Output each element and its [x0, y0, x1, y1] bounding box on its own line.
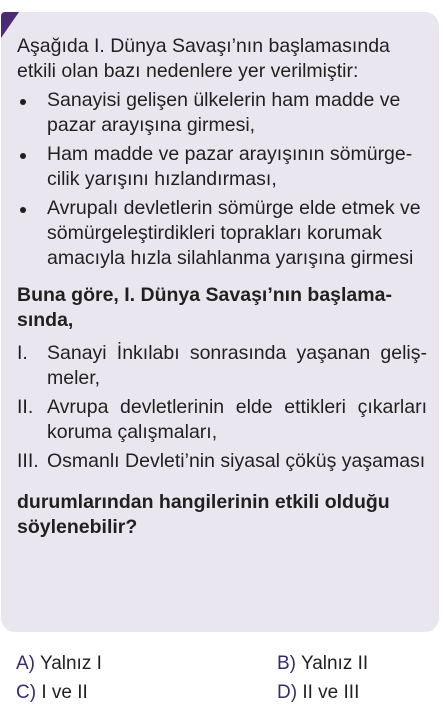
- statement-list: [17, 341, 427, 474]
- question-panel: [1, 12, 439, 632]
- bullet-icon: [20, 153, 26, 159]
- option-letter: A): [16, 653, 35, 674]
- option-a[interactable]: [16, 650, 102, 678]
- option-text: I ve II: [41, 682, 88, 703]
- statement-text: Sanayi İnkılabı sonrasında yaşanan gelişmeler,: [47, 342, 427, 389]
- option-letter: D): [277, 682, 298, 703]
- reason-item: [17, 196, 427, 271]
- reason-item: [17, 142, 427, 192]
- intro-text: Aşağıda I. Dünya Savaşı’nın başlamasında etkili olan bazı nedenlere yer verilmiştir:: [17, 35, 390, 82]
- option-letter: B): [277, 653, 296, 674]
- reason-text: Avrupalı devletlerin sömürge elde etmek ve sömürgeleştirdikleri toprakları korumak amacıyla hızla silahlanma yarışına girmesi: [47, 197, 421, 269]
- reason-list: [17, 88, 427, 271]
- question-closing: durumlarından hangilerinin etkili olduğu söylenebilir?: [17, 491, 390, 538]
- bullet-icon: [20, 99, 26, 105]
- statement-item: [17, 449, 427, 474]
- statement-number: II.: [17, 396, 34, 418]
- option-b[interactable]: [277, 650, 368, 678]
- question-body: [17, 34, 427, 540]
- option-text: Yalnız II: [300, 653, 369, 674]
- statement-text: Avrupa devletlerinin elde ettikleri çıkarları koruma çalışmaları,: [47, 396, 427, 443]
- option-c[interactable]: [16, 679, 88, 707]
- statement-text: Osmanlı Devleti’nin siyasal çöküş yaşaması: [47, 450, 426, 472]
- reason-text: Ham madde ve pazar arayışının sömürgecilik yarışını hızlandırması,: [47, 143, 413, 190]
- option-letter: C): [16, 682, 37, 703]
- question-stem: Buna göre, I. Dünya Savaşı’nın başlamasında,: [17, 284, 392, 331]
- option-text: II ve III: [302, 682, 360, 703]
- option-d[interactable]: [277, 679, 359, 707]
- bullet-icon: [20, 207, 26, 213]
- option-text: Yalnız I: [39, 653, 102, 674]
- reason-text: Sanayisi gelişen ülkelerin ham madde ve pazar arayışına girmesi,: [47, 89, 401, 136]
- statement-number: I.: [17, 342, 28, 364]
- statement-number: III.: [17, 450, 39, 472]
- statement-item: [17, 395, 427, 445]
- reason-item: [17, 88, 427, 138]
- statement-item: [17, 341, 427, 391]
